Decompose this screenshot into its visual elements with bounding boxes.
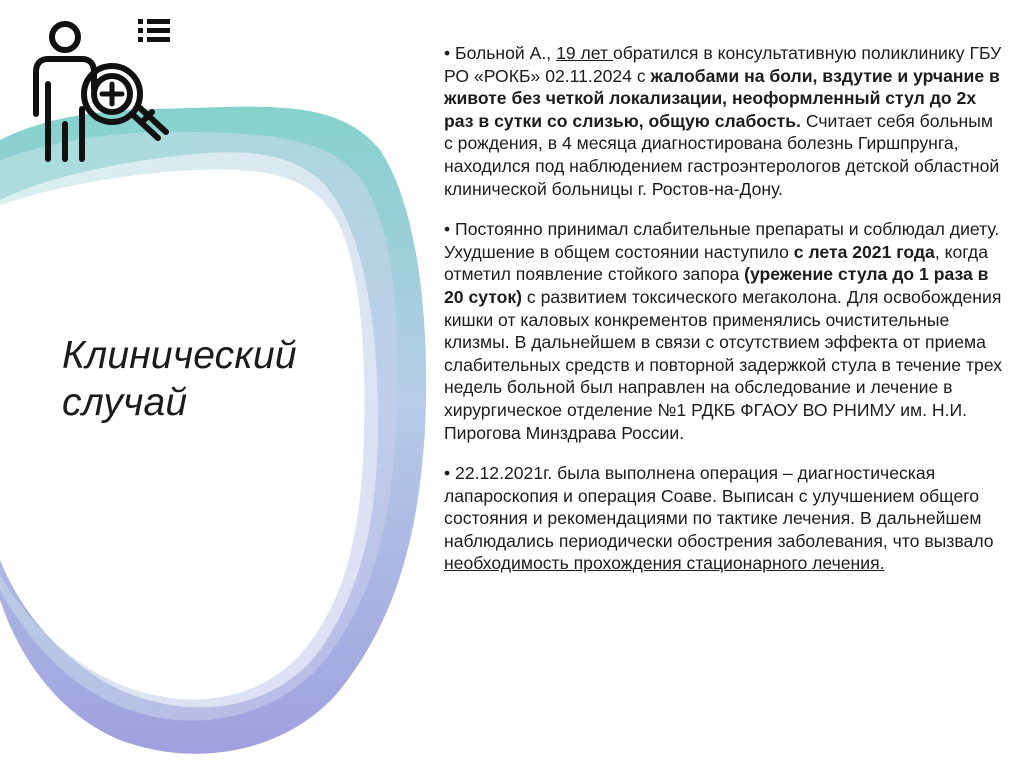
text-segment: Считает себя больным с рождения, в 4 месяца диагностирована болезнь Гиршпрунга, находился под наблюдением гастроэнтерологов детской областной клинической больницы г. Ростов-на-Дону. bbox=[444, 110, 1000, 199]
text-segment: 22.12.2021г. была выполнена операция – диагностическая лапароскопия и операция Соаве. Выписан с улучшением общего состояния и рекомендациями по тактике лечения. В дальнейшем наблюдались периодически обострения заболевания, что вызвало bbox=[444, 463, 994, 551]
text-segment: обратился в консультативную поликлинику ГБУ РО «РОКБ» 02.11.2024 с bbox=[444, 43, 1002, 86]
bullet: • bbox=[444, 43, 451, 63]
bullet: • bbox=[444, 463, 451, 484]
text-segment-bold: (урежение стула до 1 раза в 20 суток) bbox=[444, 264, 989, 307]
text-segment: Постоянно принимал слабительные препараты и соблюдал диету. Ухудшение в общем состоянии наступило bbox=[444, 219, 1000, 262]
paragraph-3 bbox=[444, 462, 1006, 575]
paragraph-2 bbox=[444, 218, 1006, 444]
text-segment-underlined: 19 лет bbox=[556, 43, 613, 63]
text-segment: с развитием токсического мегаколона. Для освобождения кишки от каловых конкрементов применялись очистительные клизмы. В дальнейшем в связи с отсутствием эффекта от приема слабительных средств и повторной задержкой стула в течение трех недель больной был направлен на обследование и лечение в хирургическое отделение №1 РДКБ ФГАОУ ВО РНИМУ им. Н.И. Пирогова Минздрава России. bbox=[444, 286, 1003, 443]
text-segment: Больной А., bbox=[450, 43, 557, 63]
title-line-2: случай bbox=[62, 381, 188, 424]
title-line-1: Клинический bbox=[62, 334, 297, 377]
text-segment: , когда отметил появление стойкого запора bbox=[444, 241, 988, 285]
slide-title bbox=[62, 332, 297, 426]
menu-list-icon bbox=[138, 18, 170, 44]
text-segment-underlined: необходимость прохождения стационарного лечения. bbox=[444, 553, 885, 574]
bullet: • bbox=[444, 219, 451, 240]
text-segment-bold: с лета 2021 года bbox=[793, 241, 935, 262]
case-description bbox=[444, 42, 1006, 593]
text-segment-bold: жалобами на боли, вздутие и урчание в животе без четкой локализации, неоформленный стул до 2х раз в сутки со слизью, общую слабость. bbox=[444, 65, 1000, 131]
paragraph-1 bbox=[444, 42, 1006, 200]
